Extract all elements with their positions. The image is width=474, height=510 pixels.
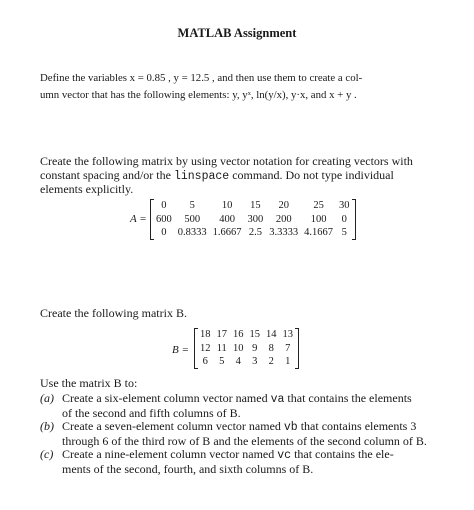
matrix-a-cell: 0 (161, 200, 167, 211)
matrix-a-cell: 600 (156, 213, 172, 225)
matrix-b-cell: 2 (268, 356, 274, 367)
matrix-b-cell: 9 (252, 342, 258, 354)
va-code: va (270, 393, 285, 406)
matrix-a-cell: 0.8333 (177, 227, 207, 238)
matrix-a (150, 199, 356, 243)
problem-2-line-2-b: command. Do not type individual (229, 167, 394, 182)
matrix-a-label: A = (130, 213, 147, 225)
matrix-a-cell: 3.3333 (269, 227, 299, 238)
matrix-b-row (197, 355, 296, 369)
matrix-b-cell: 13 (282, 329, 293, 340)
matrix-a-table (153, 199, 353, 240)
problem-1-text (40, 70, 362, 104)
task-b-text-2: that contains elements 3 (297, 419, 417, 433)
matrix-a-cell: 500 (184, 213, 201, 225)
matrix-b-cell: 5 (219, 356, 225, 367)
task-c-text-1: Create a nine-element column vector named (62, 447, 278, 461)
matrix-b-table (197, 328, 296, 369)
task-label-b: (b) (40, 419, 54, 433)
matrix-a-cell: 25 (313, 200, 324, 211)
matrix-b-cell: 11 (216, 342, 227, 354)
task-a-text-2: that contains the elements (284, 391, 412, 405)
task-list (40, 392, 427, 476)
matrix-b-cell: 14 (266, 329, 277, 340)
task-c-line-1 (62, 448, 427, 463)
matrix-a-cell: 100 (310, 213, 327, 225)
task-b-line-2: through 6 of the third row of B and the elements of the second column of B. (62, 433, 427, 448)
task-item-b (40, 420, 427, 448)
matrix-b-cell: 17 (216, 329, 227, 340)
matrix-b-cell: 10 (233, 342, 244, 354)
matrix-a-row (153, 226, 353, 240)
matrix-a-cell: 15 (250, 200, 261, 211)
task-a-text-1: Create a six-element column vector named (62, 391, 271, 405)
problem-2-line-3: elements explicitly. (40, 182, 134, 196)
matrix-a-left-bracket (150, 199, 154, 240)
task-a-line-1 (62, 392, 427, 407)
problem-1-line-1: Define the variables x = 0.85 , y = 12.5 , and then use them to create a col- (40, 72, 363, 84)
problem-2-line-2 (40, 169, 413, 184)
matrix-b-cell: 6 (202, 356, 208, 367)
matrix-b-row (197, 328, 296, 342)
matrix-a-cell: 0 (161, 227, 167, 238)
task-label-c: (c) (40, 447, 54, 461)
linspace-code: linspace (173, 169, 230, 183)
problem-3-intro: Create the following matrix B. (40, 306, 187, 320)
matrix-a-row (153, 213, 353, 227)
task-item-c (40, 448, 427, 476)
task-b-text-1: Create a seven-element column vector named (62, 419, 284, 433)
matrix-b-label: B = (172, 344, 189, 356)
matrix-a-cell: 2.5 (248, 227, 262, 238)
task-b-line-1 (62, 420, 427, 435)
problem-2-text (40, 155, 413, 197)
matrix-a-cell: 5 (341, 227, 347, 238)
matrix-b-cell: 7 (285, 342, 291, 354)
matrix-b-cell: 3 (252, 356, 258, 367)
matrix-b-cell: 8 (268, 342, 274, 354)
matrix-b-cell: 4 (235, 356, 241, 367)
matrix-a-cell: 1.6667 (212, 227, 242, 238)
matrix-a-cell: 20 (278, 200, 289, 211)
matrix-a-cell: 0 (341, 213, 347, 225)
task-label-a: (a) (40, 391, 54, 405)
matrix-a-row (153, 199, 353, 213)
use-matrix-line: Use the matrix B to: (40, 376, 138, 390)
task-item-a (40, 392, 427, 420)
task-a-line-2: of the second and fifth columns of B. (62, 405, 241, 420)
matrix-b-cell: 18 (200, 329, 211, 340)
problem-2-line-2-a: constant spacing and/or the (40, 167, 174, 182)
matrix-b-cell: 15 (249, 329, 260, 340)
matrix-a-cell: 300 (247, 213, 264, 225)
vb-code: vb (283, 421, 298, 434)
vc-code: vc (277, 449, 292, 462)
matrix-b (194, 328, 299, 372)
problem-2-line-1: Create the following matrix by using vector notation for creating vectors with (40, 154, 413, 168)
matrix-a-cell: 5 (189, 200, 195, 211)
matrix-b-cell: 12 (200, 342, 211, 354)
task-c-line-2: ments of the second, fourth, and sixth columns of B. (62, 461, 314, 476)
matrix-a-right-bracket (352, 199, 356, 240)
matrix-a-cell: 30 (339, 200, 350, 211)
matrix-a-cell: 10 (221, 200, 233, 211)
matrix-a-cell: 4.1667 (304, 227, 333, 238)
task-c-text-2: that contains the ele- (291, 447, 394, 461)
matrix-a-cell: 400 (219, 213, 235, 225)
page-title: MATLAB Assignment (177, 26, 297, 40)
matrix-b-cell: 1 (285, 356, 291, 367)
matrix-b-right-bracket (295, 328, 299, 369)
matrix-a-cell: 200 (275, 213, 292, 225)
matrix-b-left-bracket (194, 328, 198, 369)
problem-1-line-2: umn vector that has the following elements: y, yˣ, ln(y/x), y·x, and x + y . (40, 89, 357, 101)
matrix-b-row (197, 342, 296, 356)
matrix-b-cell: 16 (233, 329, 244, 340)
